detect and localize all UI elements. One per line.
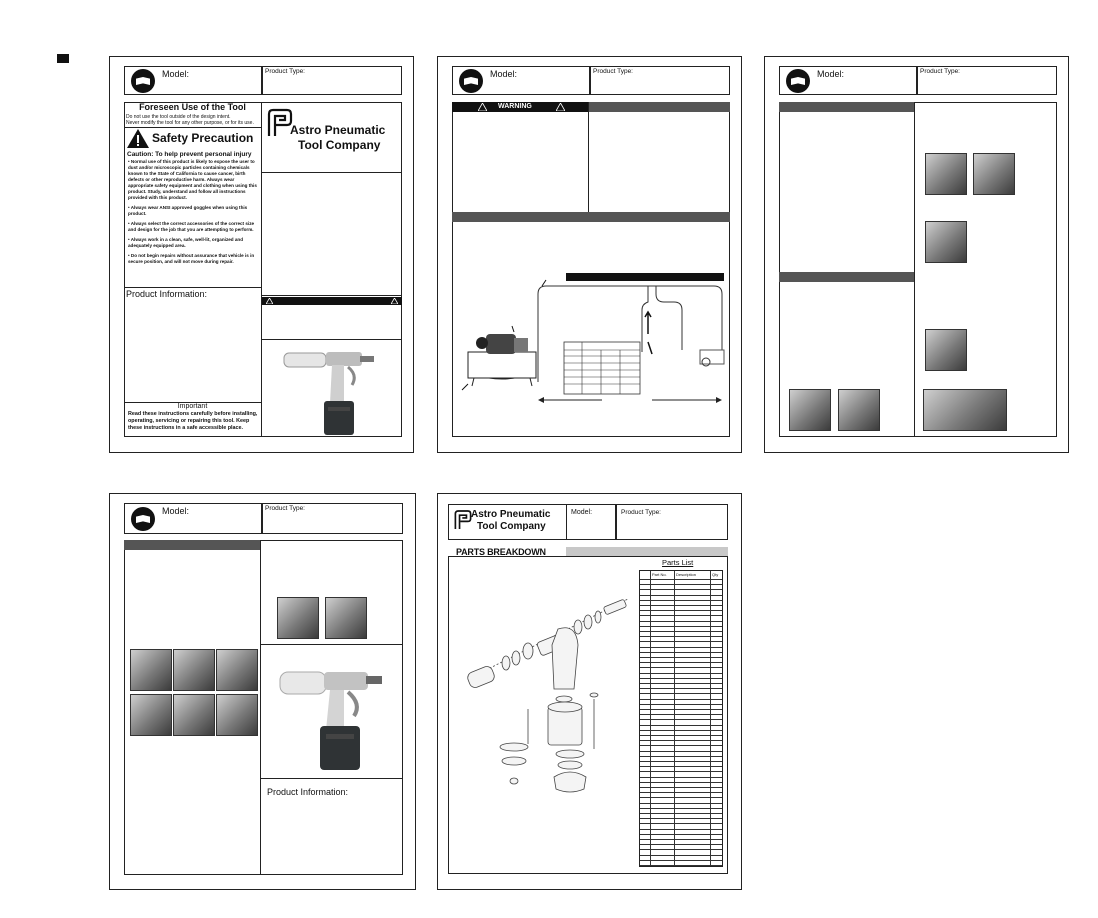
rivet-tool-image [276,662,388,774]
parts-table-row [640,589,722,590]
step-photo [216,694,258,736]
section-bar [124,540,260,550]
product-type-label: Product Type: [621,509,661,516]
manual-page-2 [437,56,742,453]
air-supply-diagram [452,222,730,437]
parts-table-row [640,797,722,798]
parts-table-row [640,766,722,767]
parts-table-row [640,709,722,710]
parts-table-row [640,657,722,658]
step-photo [325,597,367,639]
product-type-label: Product Type: [265,68,305,75]
parts-table-row [640,782,722,783]
model-label: Model: [162,69,190,79]
parts-table-row [640,756,722,757]
safety-bullet: • Do not begin repairs without assurance that vehicle is in secure position, and will not move during repair. [128,252,255,264]
column-header: Qty [712,572,719,577]
parts-table-row [640,584,722,585]
parts-table-row [640,808,722,809]
parts-table-row [640,813,722,814]
warning-triangle-icon [556,103,565,111]
manual-page-3 [764,56,1069,453]
model-label: Model: [571,509,593,516]
safety-bullet: • Normal use of this product is likely to expose the user to dust and/or microscopic particles containing chemicals known to the State of California to cause cancer, birth defects or other reproductive harm. Always wear appropriate safety equipment and clothing when using this product. Study, understand and follow all instructions provided with this product. [128,159,257,200]
parts-table-row [640,621,722,622]
product-type-cell [262,66,402,95]
parts-table-row [640,829,722,830]
corner-mark [57,54,69,63]
parts-table-row [640,647,722,648]
parts-table-row [640,730,722,731]
safety-bullet: • Always select the correct accessories of the correct size and design for the job that you are attempting to perform. [128,220,255,232]
section-bar [779,102,914,112]
ap-logo-icon [454,509,472,531]
parts-table-row [640,579,722,580]
parts-table-row [640,855,722,856]
model-cell [124,66,262,95]
parts-table-row [640,610,722,611]
column-header: Part No. [652,572,667,577]
model-label: Model: [162,506,190,516]
parts-breakdown-bar [566,547,728,556]
parts-list-table [639,570,723,867]
logo-cell [448,504,568,540]
parts-table-row [640,719,722,720]
product-type-label: Product Type: [920,68,960,75]
warning-triangle-icon [478,103,487,111]
parts-table-row [640,803,722,804]
parts-table-row [640,745,722,746]
important-text: Read these instructions carefully before installing, operating, servicing or repairing this tool. Keep these instructions in a safe accessible place. [128,411,258,431]
step-photo [130,694,172,736]
column-header: Description [676,572,697,577]
parts-table-row [640,662,722,663]
parts-table-row [640,823,722,824]
manual-page-5 [437,493,742,890]
brand-line-2: Tool Company [477,521,546,532]
manual-book-icon [131,69,155,93]
step-photo [216,649,258,691]
parts-table-row [640,631,722,632]
product-type-cell [590,66,730,95]
product-type-cell [262,503,403,534]
model-cell [124,503,262,534]
parts-table-row [640,636,722,637]
parts-table-row [640,839,722,840]
parts-table-row [640,704,722,705]
parts-table-row [640,673,722,674]
model-label: Model: [490,69,518,79]
manual-book-icon [786,69,810,93]
parts-table-row [640,605,722,606]
section-bar [779,272,914,282]
parts-table-row [640,735,722,736]
parts-table-row [640,844,722,845]
parts-table-row [640,688,722,689]
parts-table-row [640,626,722,627]
foreseen-line-2: Never modify the tool for any other purpose, or for its use. [126,120,254,126]
section-bar-wide [452,212,730,222]
parts-table-row [640,740,722,741]
manual-book-icon [131,507,155,531]
safety-title: Safety Precaution [152,131,254,145]
safety-bullet: • Always work in a clean, safe, well-lit, organized and adequately equipped area. [128,236,244,248]
parts-table-row [640,860,722,861]
safety-bullets [128,159,258,269]
parts-table-row [640,652,722,653]
manual-page-1 [109,56,414,453]
model-cell [452,66,590,95]
foreseen-title: Foreseen Use of the Tool [139,102,246,112]
caution-line: Caution: To help prevent personal injury [127,151,252,158]
step-photo [925,221,967,263]
parts-table-row [640,600,722,601]
step-photo [789,389,831,431]
parts-table-row [640,725,722,726]
product-type-cell [616,504,728,540]
step-photo [173,649,215,691]
parts-table-row [640,667,722,668]
step-photo [838,389,880,431]
hose-spec-table [564,342,640,394]
product-info-label: Product Information: [126,289,208,299]
parts-list-title: Parts List [662,558,694,567]
step-photo [277,597,319,639]
step-photo [130,649,172,691]
product-info-label: Product Information: [267,787,349,797]
brand-line-2: Tool Company [298,138,381,152]
brand-line-1: Astro Pneumatic [471,509,551,520]
manual-book-icon [459,69,483,93]
parts-table-row [640,818,722,819]
parts-table-row [640,849,722,850]
company-logo [262,102,402,172]
product-type-label: Product Type: [265,505,305,512]
product-type-label: Product Type: [593,68,633,75]
model-label: Model: [817,69,845,79]
step-photo [925,153,967,195]
parts-table-row [640,777,722,778]
parts-table-row [640,683,722,684]
parts-table-row [640,678,722,679]
page-3-body [779,102,1057,437]
parts-table-row [640,865,722,866]
warning-triangle-icon [127,129,149,148]
parts-breakdown-title: PARTS BREAKDOWN [456,547,546,557]
step-photo [923,389,1007,431]
rivet-tool-image [282,345,382,437]
parts-table-row [640,771,722,772]
parts-table-row [640,792,722,793]
parts-table-row [640,615,722,616]
important-title: Important [177,403,208,410]
parts-table-row [640,595,722,596]
foreseen-line-1: Do not use the tool outside of the design intent. [126,114,231,120]
model-cell [779,66,917,95]
parts-table-row [640,693,722,694]
parts-table-row [640,761,722,762]
section-bar [589,102,730,112]
step-photo [173,694,215,736]
warning-small-icon [391,298,398,304]
parts-table-row [640,751,722,752]
exploded-parts-diagram [458,589,638,794]
warning-small-icon [266,298,273,304]
parts-table-row [640,641,722,642]
parts-table-row [640,699,722,700]
manual-page-4 [109,493,416,890]
step-photo [925,329,967,371]
brand-line-1: Astro Pneumatic [290,123,386,137]
model-cell [566,504,616,540]
warning-label: WARNING [498,103,532,110]
safety-bullet: • Always wear ANSI approved goggles when using this product. [128,204,248,216]
step-photo [973,153,1015,195]
product-type-cell [917,66,1057,95]
warning-bar [262,297,402,305]
parts-table-row [640,714,722,715]
parts-table-row [640,834,722,835]
parts-table-row [640,787,722,788]
